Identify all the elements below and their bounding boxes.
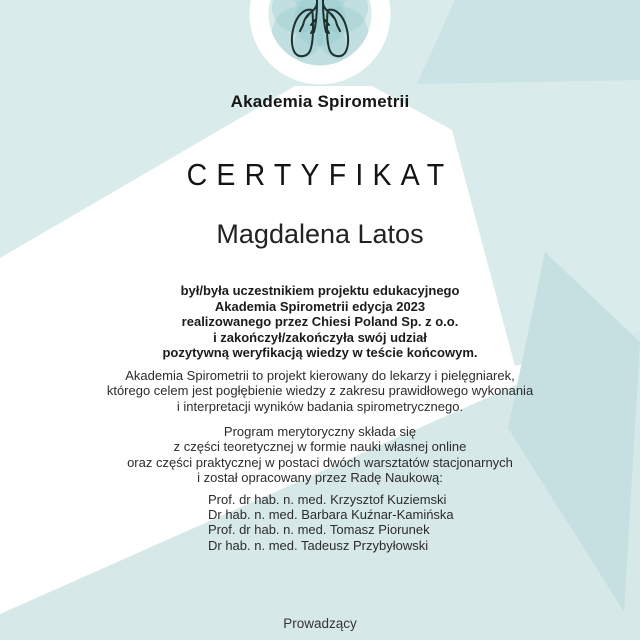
lungs-left-lobe: [292, 10, 313, 57]
about-line: którego celem jest pogłębienie wiedzy z zakresu prawidłowego wykonania: [106, 383, 534, 399]
about-line: i interpretacji wyników badania spirometrycznego.: [176, 398, 464, 414]
statement-line: był/była uczestnikiem projektu edukacyjnego: [180, 283, 460, 298]
statement-line: i zakończył/zakończyła swój udział: [213, 329, 427, 345]
statement-line: Akademia Spirometrii edycja 2023: [214, 298, 426, 314]
lungs-icon: [284, 0, 356, 66]
board-member: Prof. dr hab. n. med. Tomasz Piorunek: [208, 522, 430, 538]
certificate-title: CERTYFIKAT: [186, 157, 454, 192]
program-line: oraz części praktycznej w postaci dwóch warsztatów stacjonarnych: [127, 454, 513, 470]
program-line: Program merytoryczny składa się: [223, 424, 417, 439]
recipient-name: Magdalena Latos: [216, 219, 424, 249]
about-line: Akademia Spirometrii to projekt kierowany do lekarzy i pielęgniarek,: [125, 368, 515, 383]
program-line: i został opracowany przez Radę Naukową:: [197, 469, 443, 485]
statement-line: realizowanego przez Chiesi Poland Sp. z o.o.: [181, 314, 459, 330]
organization-name: Akademia Spirometrii: [230, 92, 410, 111]
board-member: Dr hab. n. med. Barbara Kuźnar-Kamińska: [208, 507, 454, 523]
board-member: Prof. dr hab. n. med. Krzysztof Kuziemski: [208, 492, 447, 507]
scientific-board-list: [208, 492, 454, 553]
statement-line: pozytywną weryfikacją wiedzy w teście końcowym.: [162, 345, 478, 361]
lungs-right-lobe: [327, 10, 348, 57]
program-paragraph: [0, 424, 640, 485]
background-shape-top-right-corner: [417, 0, 640, 84]
lungs-bronchi: [300, 0, 340, 33]
about-project-paragraph: [0, 368, 640, 414]
program-line: z części teoretycznej w formie nauki własnej online: [173, 439, 467, 455]
board-member: Dr hab. n. med. Tadeusz Przybyłowski: [208, 537, 429, 553]
certificate-statement: [0, 283, 640, 361]
footer-heading: Prowadzący: [283, 616, 357, 631]
